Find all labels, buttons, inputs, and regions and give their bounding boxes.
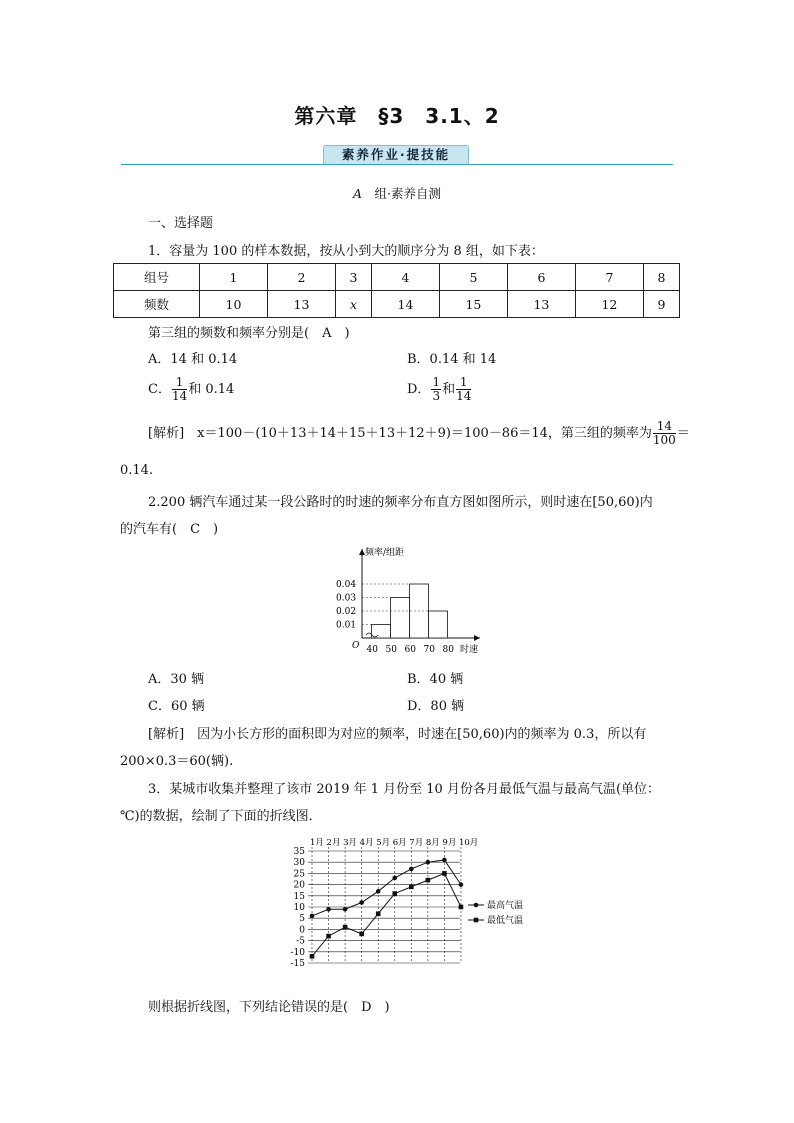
q2-option-d: D．80 辆 [407, 699, 465, 714]
temperature-line-chart [280, 835, 540, 980]
histogram-bar [372, 625, 391, 639]
table-cell: 10 [200, 291, 268, 318]
q1-option-c-tail: 和 0.14 [188, 382, 235, 397]
x-tick-label: 80 [442, 645, 454, 655]
title-divider [121, 164, 673, 165]
equals-sign: ＝ [676, 426, 690, 441]
x-tick-label: 4月 [359, 838, 374, 848]
table-cell: 1 [200, 264, 268, 291]
table-cell: 5 [439, 264, 507, 291]
group-heading-text: 组·素养自测 [374, 186, 442, 201]
q1-question: 第三组的频数和频率分别是( A ) [148, 326, 350, 341]
y-tick-label: 20 [293, 880, 305, 891]
y-tick-label: 0.03 [336, 593, 357, 604]
table-cell: 13 [507, 291, 575, 318]
high-temp-point [392, 876, 397, 881]
q2-option-c: C．60 辆 [148, 699, 205, 714]
fraction: $\frac{1}{14}$ [456, 375, 472, 403]
y-tick-label: 30 [293, 858, 305, 869]
y-tick-label: 25 [293, 869, 305, 880]
table-cell: 4 [371, 264, 439, 291]
low-temp-point [442, 871, 447, 876]
solution-label: [解析] [148, 426, 185, 441]
section-badge: 素养作业·提技能 [323, 145, 469, 165]
q2-option-b: B．40 辆 [407, 672, 464, 687]
table-cell: 13 [267, 291, 335, 318]
q2-solution [148, 723, 646, 742]
series-line [312, 860, 461, 916]
x-tick-label: 60 [404, 645, 416, 655]
group-letter: A [352, 186, 363, 201]
high-temp-point [310, 914, 315, 919]
x-tick-label: 6月 [392, 838, 407, 848]
x-tick-label: 5月 [376, 838, 391, 848]
page-title: 第六章 §3 3.1、2 [294, 104, 500, 128]
q2-stem-line2: 的汽车有( C ) [120, 522, 219, 537]
x-tick-label: 9月 [442, 838, 457, 848]
table-cell: 14 [371, 291, 439, 318]
low-temp-point [326, 934, 331, 939]
high-temp-point [442, 858, 447, 863]
table-cell: 2 [267, 264, 335, 291]
q3-question: 则根据折线图，下列结论错误的是( D ) [148, 1000, 390, 1015]
legend-label: 最高气温 [487, 901, 524, 911]
table-cell: 15 [439, 291, 507, 318]
table-cell: 3 [335, 264, 371, 291]
histogram-bar [429, 611, 448, 638]
high-temp-point [359, 900, 364, 905]
table-cell: 组号 [114, 264, 200, 291]
q1-option-d [407, 376, 472, 403]
x-axis-arrow [474, 635, 480, 641]
x-tick-label: 10月 [458, 838, 479, 848]
q1-stem: 1．容量为 100 的样本数据，按从小到大的顺序分为 8 组，如下表： [148, 244, 544, 259]
low-temp-point [359, 932, 364, 937]
table-cell: 9 [643, 291, 679, 318]
high-temp-point [459, 882, 464, 887]
y-tick-label: 15 [293, 891, 305, 902]
q3-stem-line1: 3．某城市收集并整理了该市 2019 年 1 月份至 10 月份各月最低气温与最高气温(单位： [148, 782, 661, 797]
q3-stem-line2: ℃)的数据，绘制了下面的折线图． [120, 809, 322, 824]
table-cell: 8 [643, 264, 679, 291]
x-tick-label: 8月 [425, 838, 440, 848]
table-cell: 12 [575, 291, 643, 318]
x-tick-label: 50 [385, 645, 397, 655]
origin-label: O [352, 641, 360, 651]
frequency-table [113, 263, 680, 318]
high-temp-point [376, 889, 381, 894]
q1-option-a: A．14 和 0.14 [148, 352, 238, 367]
q2-option-a: A．30 辆 [148, 672, 205, 687]
q1-solution-tail: 0.14. [120, 463, 154, 478]
y-tick-label: 5 [299, 914, 305, 925]
q2-stem-line1: 2.200 辆汽车通过某一段公路时的时速的频率分布直方图如图所示，则时速在[50,60)内 [148, 495, 653, 510]
y-tick-label: 10 [293, 903, 305, 913]
high-temp-point [326, 907, 331, 912]
y-tick-label: 0.02 [336, 607, 357, 617]
table-cell: 7 [575, 264, 643, 291]
q1-option-b: B．0.14 和 14 [407, 352, 497, 367]
q2-solution-tail: 200×0.3＝60(辆). [120, 754, 234, 769]
q1-option-d-mid: 和 [442, 382, 456, 397]
y-tick-label: -5 [296, 936, 305, 947]
group-heading [0, 184, 794, 202]
y-tick-label: -15 [290, 959, 305, 969]
y-tick-label: -10 [290, 947, 305, 958]
x-tick-label: 1月 [310, 838, 324, 848]
low-temp-point [426, 878, 431, 883]
table-row-group [114, 264, 680, 291]
table-row-frequency [114, 291, 680, 318]
x-tick-label: 7月 [409, 838, 424, 848]
histogram-bar [391, 598, 410, 639]
low-temp-point [343, 925, 348, 930]
y-tick-label: 0.01 [336, 620, 357, 631]
legend-label: 最低气温 [487, 916, 524, 926]
table-cell: 频数 [114, 291, 200, 318]
y-tick-label: 0.04 [336, 580, 357, 590]
q2-solution-text: 因为小长方形的面积即为对应的频率，时速在[50,60)内的频率为 0.3，所以有 [197, 727, 647, 742]
fraction: $\frac{14}{100}$ [652, 419, 676, 447]
legend-marker-square [474, 918, 479, 923]
high-temp-point [409, 867, 414, 872]
low-temp-point [459, 905, 464, 910]
x-tick-label: 2月 [326, 838, 341, 848]
y-axis-label: 频率/组距 [365, 548, 405, 558]
q1-option-c [148, 376, 234, 403]
y-tick-label: 0 [299, 925, 305, 936]
y-tick-label: 35 [293, 847, 305, 857]
series-line [312, 873, 461, 956]
solution-label: [解析] [148, 727, 185, 742]
legend-marker-circle [474, 903, 479, 908]
table-cell: x [335, 291, 371, 318]
part-heading: 一、选择题 [148, 216, 214, 231]
q1-option-d-label: D． [407, 382, 431, 397]
low-temp-point [376, 911, 381, 916]
low-temp-point [409, 885, 414, 890]
q1-solution [148, 420, 690, 447]
x-tick-label: 70 [423, 645, 435, 655]
high-temp-point [343, 907, 348, 912]
fraction: $\frac{1}{14}$ [171, 375, 188, 403]
table-cell: 6 [507, 264, 575, 291]
x-tick-label: 40 [366, 645, 378, 655]
x-axis-label: 时速 [460, 645, 479, 655]
x-tick-label: 3月 [343, 838, 358, 848]
q1-solution-text: x＝100－(10＋13＋14＋15＋13＋12＋9)＝100－86＝14，第三组的频率为 [197, 426, 652, 441]
q1-option-c-label: C． [148, 382, 171, 397]
low-temp-point [392, 891, 397, 896]
fraction: $\frac{1}{3}$ [432, 375, 441, 403]
low-temp-point [310, 954, 315, 959]
histogram-chart [330, 543, 490, 658]
high-temp-point [426, 860, 431, 865]
